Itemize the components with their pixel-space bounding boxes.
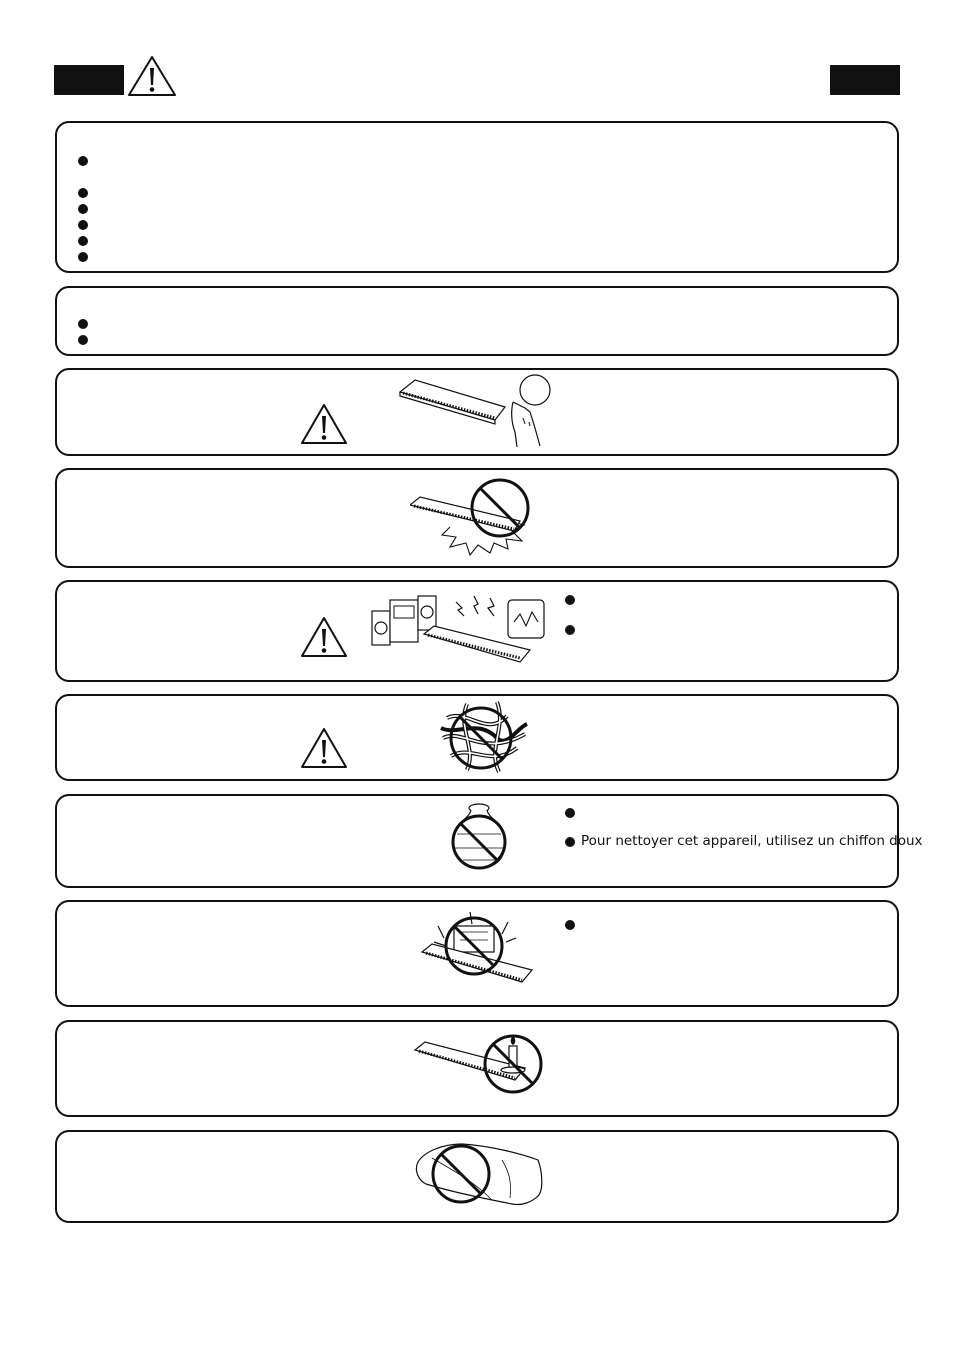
header-tab-left xyxy=(54,65,124,95)
covered-instrument-prohibited-icon xyxy=(412,1140,547,1214)
bullet-icon xyxy=(78,220,88,230)
cleaning-note: Pour nettoyer cet appareil, utilisez un chiffon doux xyxy=(581,833,923,849)
warning-triangle-icon xyxy=(300,727,348,773)
header-tab-right xyxy=(830,65,900,95)
warning-triangle-icon xyxy=(300,403,348,449)
warning-triangle-icon xyxy=(300,616,348,662)
bullet-icon xyxy=(565,837,575,847)
bullet-icon xyxy=(78,335,88,345)
bullet-icon xyxy=(565,595,575,605)
bullet-icon xyxy=(565,920,575,930)
bullet-icon xyxy=(78,156,88,166)
bullet-icon xyxy=(78,236,88,246)
notice-box-1 xyxy=(55,121,899,273)
heavy-object-on-keyboard-prohibited-icon xyxy=(420,908,535,1002)
keyboard-dropped-prohibited-icon xyxy=(410,475,545,564)
vase-prohibited-icon xyxy=(443,800,519,880)
bullet-icon xyxy=(78,188,88,198)
bullet-icon xyxy=(78,204,88,214)
bullet-icon xyxy=(565,625,575,635)
candle-on-keyboard-prohibited-icon xyxy=(413,1030,548,1104)
bullet-icon xyxy=(565,808,575,818)
warning-triangle-icon xyxy=(127,55,177,101)
tangled-cord-prohibited-icon xyxy=(437,698,531,780)
bullet-icon xyxy=(78,319,88,329)
keyboard-audio-interference-icon xyxy=(370,586,555,680)
bullet-icon xyxy=(78,252,88,262)
notice-box-2 xyxy=(55,286,899,356)
keyboard-power-button-press-icon xyxy=(395,372,555,454)
